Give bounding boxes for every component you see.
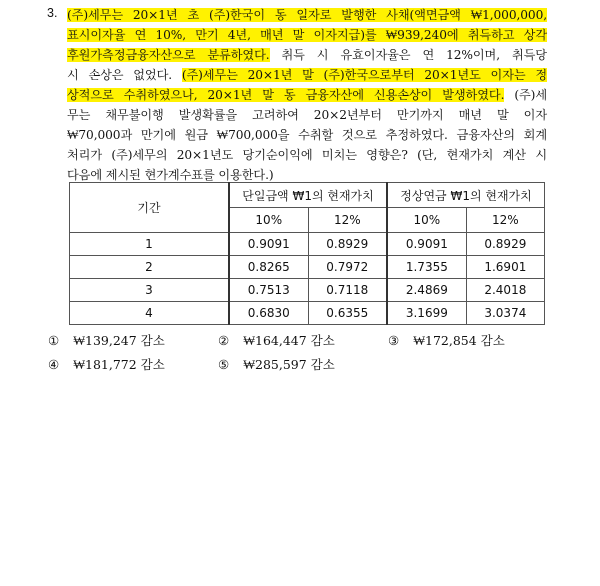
question-line [67, 45, 547, 65]
value-cell: 3.1699 [387, 302, 466, 325]
question-line [67, 125, 547, 145]
value-cell: 0.7118 [308, 279, 387, 302]
rate-header: 10% [229, 208, 308, 233]
question-line [67, 25, 547, 45]
choice-mark: ① [48, 333, 60, 348]
question-line [67, 145, 547, 165]
period-cell: 2 [70, 256, 230, 279]
value-cell: 0.9091 [229, 233, 308, 256]
highlighted-text: (주)세무는 20×1년 초 (주)한국이 동 일자로 발행한 사채(액면금액 ₩1,000,000, [67, 8, 547, 22]
value-cell: 0.7972 [308, 256, 387, 279]
rate-header: 12% [466, 208, 544, 233]
highlighted-text: 후원가측정금융자산으로 분류하였다. [67, 48, 270, 62]
period-cell: 4 [70, 302, 230, 325]
highlighted-text: (주)세무는 20×1년 말 (주)한국으로부터 20×1년도 이자는 정 [181, 68, 548, 82]
choice-text: ₩139,247 감소 [73, 333, 165, 348]
question-text-segment: (주)세 [504, 88, 547, 102]
value-cell: 0.6355 [308, 302, 387, 325]
single-amount-header: 단일금액 ₩1의 현재가치 [229, 183, 387, 208]
question-number: 3. [47, 6, 58, 20]
question-text-segment: 시 손상은 없었다. [67, 68, 182, 82]
question-text-segment: 다음에 제시된 현가계수표를 이용한다.) [67, 168, 274, 182]
choice-text: ₩181,772 감소 [73, 357, 165, 372]
table-row [70, 233, 545, 256]
question-text-segment: 취득 시 유효이자율은 연 12%이며, 취득당 [269, 48, 547, 62]
choice-text: ₩285,597 감소 [243, 357, 335, 372]
value-cell: 1.6901 [466, 256, 544, 279]
rate-header: 12% [308, 208, 387, 233]
value-cell: 0.6830 [229, 302, 308, 325]
table-row [70, 302, 545, 325]
choice-mark: ② [218, 333, 230, 348]
question-text-segment: ₩70,000과 만기에 원금 ₩700,000을 수취할 것으로 추정하였다. 금융자산의 회계 [67, 128, 547, 142]
value-cell: 0.8929 [466, 233, 544, 256]
value-cell: 1.7355 [387, 256, 466, 279]
period-header: 기간 [70, 183, 230, 233]
question-line [67, 5, 547, 25]
choice-mark: ③ [388, 333, 400, 348]
choice-4[interactable] [48, 355, 165, 373]
question-line [67, 105, 547, 125]
question-text-segment: 무는 채무불이행 발생확률을 고려하여 20×2년부터 만기까지 매년 말 이자 [67, 108, 547, 122]
choice-text: ₩164,447 감소 [243, 333, 335, 348]
table-row [70, 279, 545, 302]
value-cell: 2.4018 [466, 279, 544, 302]
question-text-segment: 처리가 (주)세무의 20×1년도 당기순이익에 미치는 영향은? (단, 현재가치 계산 시 [67, 148, 547, 162]
value-cell: 0.9091 [387, 233, 466, 256]
value-cell: 0.8265 [229, 256, 308, 279]
value-cell: 3.0374 [466, 302, 544, 325]
highlighted-text: 상적으로 수취하였으나, 20×1년 말 동 금융자산에 신용손상이 발생하였다. [67, 88, 505, 102]
value-cell: 0.7513 [229, 279, 308, 302]
table-row [70, 256, 545, 279]
choice-3[interactable] [388, 331, 505, 349]
highlighted-text: 표시이자율 연 10%, 만기 4년, 매년 말 이자지급)를 ₩939,240에 취득하고 상각 [67, 28, 547, 42]
choice-1[interactable] [48, 331, 165, 349]
period-cell: 1 [70, 233, 230, 256]
choice-mark: ④ [48, 357, 60, 372]
value-cell: 0.8929 [308, 233, 387, 256]
question-line [67, 65, 547, 85]
question-line [67, 85, 547, 105]
choice-5[interactable] [218, 355, 335, 373]
period-cell: 3 [70, 279, 230, 302]
choice-mark: ⑤ [218, 357, 230, 372]
rate-header: 10% [387, 208, 466, 233]
value-cell: 2.4869 [387, 279, 466, 302]
choice-2[interactable] [218, 331, 335, 349]
present-value-table [69, 182, 545, 325]
annuity-header: 정상연금 ₩1의 현재가치 [387, 183, 544, 208]
choice-text: ₩172,854 감소 [413, 333, 505, 348]
